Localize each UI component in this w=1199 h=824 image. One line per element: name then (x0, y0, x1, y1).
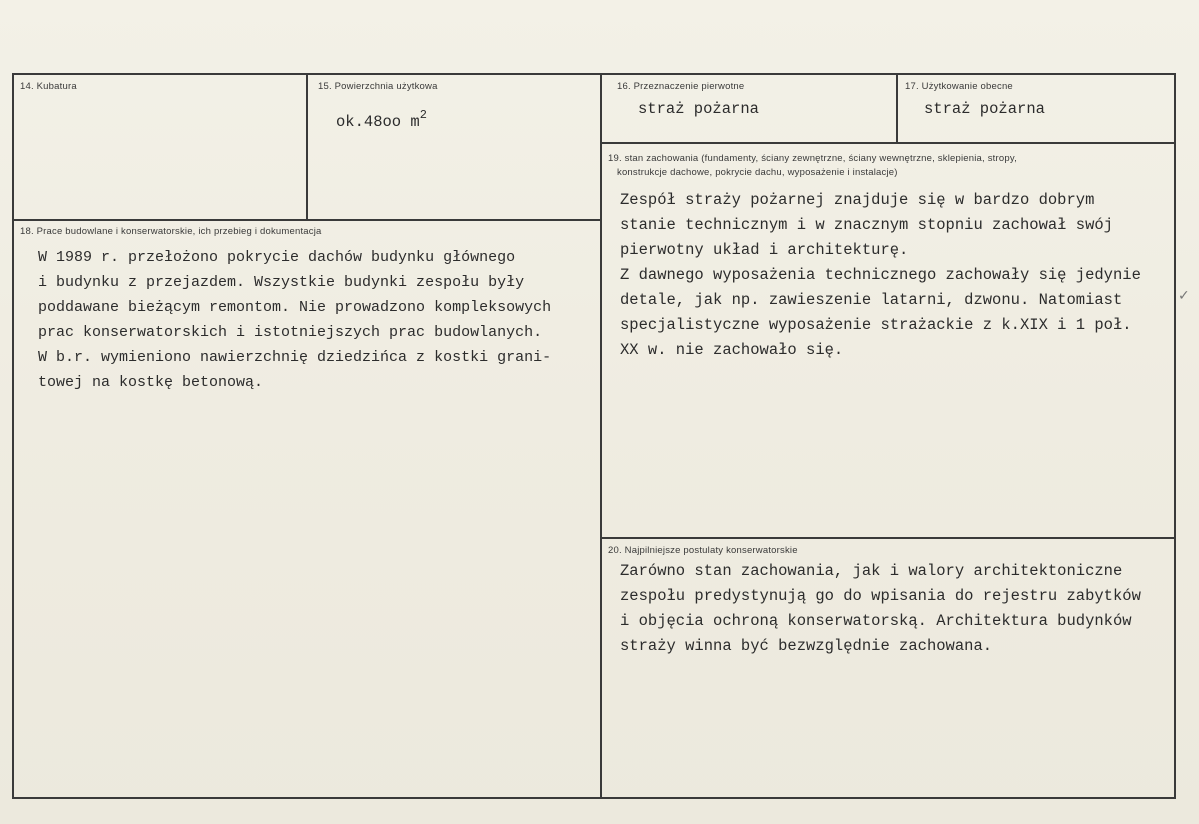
text-line: Zarówno stan zachowania, jak i walory architektoniczne (620, 562, 1123, 580)
text-line: straży winna być bezwzględnie zachowana. (620, 637, 993, 655)
text-line: Z dawnego wyposażenia technicznego zachowały się jedynie (620, 266, 1141, 284)
top-rule (12, 73, 1176, 75)
text-line: Zespół straży pożarnej znajduje się w bardzo dobrym (620, 191, 1095, 209)
field-19-label-line1: 19. stan zachowania (fundamenty, ściany zewnętrzne, ściany wewnętrzne, sklepienia, stropy, (608, 153, 1017, 164)
rule-above-20 (602, 537, 1176, 539)
text-line: prac konserwatorskich i istotniejszych prac budowlanych. (38, 324, 543, 341)
field-20-text (620, 559, 1141, 659)
text-line: W b.r. wymieniono nawierzchnię dziedzińca z kostki grani- (38, 349, 552, 366)
field-15-label: 15. Powierzchnia użytkowa (318, 81, 438, 92)
field-16-value: straż pożarna (638, 100, 759, 118)
field-19-text (620, 188, 1141, 363)
area-value: ok.48oo m (336, 113, 420, 131)
field-17-label: 17. Użytkowanie obecne (905, 81, 1013, 92)
text-line: towej na kostkę betonową. (38, 374, 264, 391)
bottom-rule (12, 797, 1176, 799)
text-line: pierwotny układ i architekturę. (620, 241, 909, 259)
text-line: XX w. nie zachowało się. (620, 341, 844, 359)
area-unit-exponent: 2 (419, 108, 427, 122)
field-15-value (336, 108, 427, 131)
text-line: specjalistyczne wyposażenie strażackie z k.XIX i 1 poł. (620, 316, 1132, 334)
field-17-value: straż pożarna (924, 100, 1045, 118)
field-18-text (38, 245, 551, 395)
margin-check-mark: ✓ (1178, 288, 1190, 304)
field-18-label: 18. Prace budowlane i konserwatorskie, ich przebieg i dokumentacja (20, 226, 322, 237)
center-divider (600, 73, 602, 799)
text-line: i objęcia ochroną konserwatorską. Architektura budynków (620, 612, 1132, 630)
field-16-label: 16. Przeznaczenie pierwotne (617, 81, 745, 92)
left-border (12, 73, 14, 799)
field-14-label: 14. Kubatura (20, 81, 77, 92)
text-line: i budynku z przejazdem. Wszystkie budynki zespołu były (38, 274, 525, 291)
text-line: detale, jak np. zawieszenie latarni, dzwonu. Natomiast (620, 291, 1123, 309)
divider-16-17 (896, 73, 898, 144)
field-20-label: 20. Najpilniejsze postulaty konserwatorskie (608, 545, 798, 556)
text-line: stanie technicznym i w znacznym stopniu zachował swój (620, 216, 1113, 234)
divider-14-15 (306, 73, 308, 220)
right-border (1174, 73, 1176, 799)
text-line: poddawane bieżącym remontom. Nie prowadzono kompleksowych (38, 299, 552, 316)
text-line: W 1989 r. przełożono pokrycie dachów budynku głównego (38, 249, 516, 266)
text-line: zespołu predystynują go do wpisania do rejestru zabytków (620, 587, 1141, 605)
field-19-label-line2: konstrukcje dachowe, pokrycie dachu, wyposażenie i instalacje) (617, 167, 898, 178)
rule-under-16-17 (602, 142, 1176, 144)
